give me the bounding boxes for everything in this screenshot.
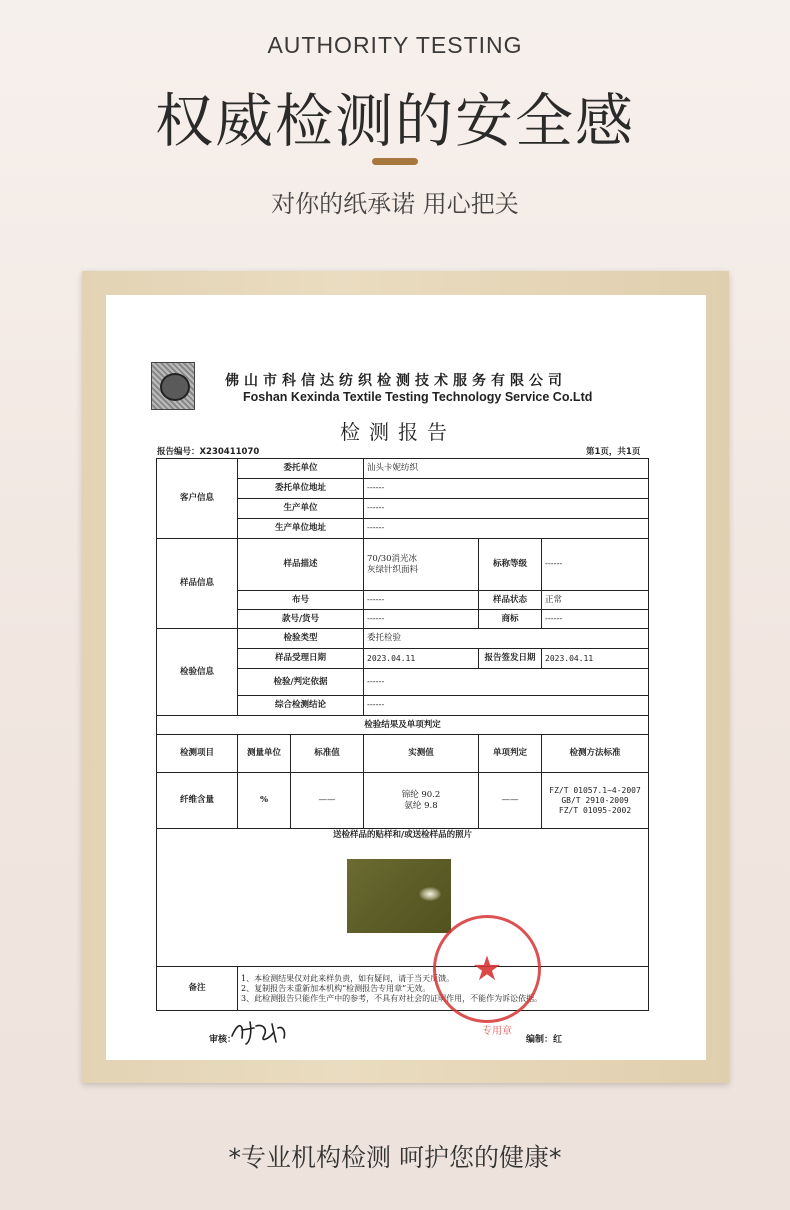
issued-date-label: 报告签发日期 (479, 649, 542, 669)
method-2: GB/T 2910-2009 (561, 795, 629, 805)
brand-label: 商标 (479, 610, 542, 629)
conclusion-label: 综合检测结论 (238, 696, 364, 716)
org-name-cn: 佛山市科信达纺织检测技术服务有限公司 (225, 373, 567, 389)
stamp-star-icon: ★ (471, 949, 503, 989)
col-header-item: 检测项目 (157, 735, 238, 773)
results-heading: 检验结果及单项判定 (157, 716, 649, 735)
table-row (157, 773, 649, 829)
style-no-value: ------ (364, 610, 479, 629)
client-value: 汕头卡妮纺织 (364, 459, 649, 479)
accent-divider (372, 158, 418, 165)
col-header-unit: 测量单位 (238, 735, 291, 773)
method-1: FZ/T 01057.1~4-2007 (549, 785, 641, 795)
client-label: 委托单位 (238, 459, 364, 479)
official-stamp (433, 915, 541, 1023)
producer-address-value: ------ (364, 519, 649, 539)
state-value: 正常 (542, 591, 649, 610)
client-address-value: ------ (364, 479, 649, 499)
org-name-en: Foshan Kexinda Textile Testing Technology Service Co.Ltd (243, 390, 593, 404)
sample-desc-line1: 70/30消光冰 (367, 553, 418, 564)
inspection-type-label: 检验类型 (238, 629, 364, 649)
auditor-label: 审核： (209, 1035, 237, 1045)
eyebrow-text: AUTHORITY TESTING (267, 32, 523, 58)
measured-nylon: 锦纶 90.2 (401, 789, 441, 800)
remarks-label: 备注 (157, 967, 238, 1011)
photo-cell (157, 829, 649, 967)
page-title: 权威检测的安全感 (154, 87, 635, 155)
conclusion-value: ------ (364, 696, 649, 716)
issued-date-value: 2023.04.11 (542, 649, 649, 669)
result-method (542, 773, 649, 829)
received-date-value: 2023.04.11 (364, 649, 479, 669)
measured-spandex: 氨纶 9.8 (404, 800, 438, 811)
basis-label: 检验/判定依据 (238, 669, 364, 696)
grade-label: 标称等级 (479, 539, 542, 591)
col-header-standard: 标准值 (291, 735, 364, 773)
col-header-judgement: 单项判定 (479, 735, 542, 773)
result-item: 纤维含量 (157, 773, 238, 829)
result-standard: —— (291, 773, 364, 829)
report-table (156, 458, 649, 1011)
cloth-no-value: ------ (364, 591, 479, 610)
editor-label: 编制：红 (526, 1035, 563, 1045)
page-subtitle: 对你的纸承诺 用心把关 (271, 190, 519, 218)
result-judgement: —— (479, 773, 542, 829)
style-no-label: 款号/货号 (238, 610, 364, 629)
inspection-section-label: 检验信息 (157, 629, 238, 716)
method-3: FZ/T 01095-2002 (558, 805, 632, 815)
report-title: 检测报告 (340, 420, 456, 444)
grade-value: ------ (542, 539, 649, 591)
auditor-signature (228, 1016, 290, 1046)
brand-value: ------ (542, 610, 649, 629)
col-header-measured: 实测值 (364, 735, 479, 773)
inspection-type-value: 委托检验 (364, 629, 649, 649)
remark-line-1: 1、本检测结果仅对此来样负责，如有疑问，请于当天反馈。 (241, 973, 455, 983)
sample-desc-value (364, 539, 479, 591)
sample-section-label: 样品信息 (157, 539, 238, 629)
sample-desc-label: 样品描述 (238, 539, 364, 591)
org-logo-icon (151, 362, 195, 410)
client-section-label: 客户信息 (157, 459, 238, 539)
col-header-method: 检测方法标准 (542, 735, 649, 773)
page-number: 第1页，共1页 (586, 447, 641, 457)
result-measured (364, 773, 479, 829)
result-unit: % (238, 773, 291, 829)
received-date-label: 样品受理日期 (238, 649, 364, 669)
remark-line-2: 2、复制报告未重新加本机构“检测报告专用章”无效。 (241, 983, 431, 993)
cloth-no-label: 布号 (238, 591, 364, 610)
fabric-swatch-glare (419, 887, 441, 901)
remark-line-3: 3、此检测报告只能作生产中的参考，不具有对社会的证明作用，不能作为诉讼依据。 (241, 993, 543, 1003)
client-address-label: 委托单位地址 (238, 479, 364, 499)
basis-value: ------ (364, 669, 649, 696)
stamp-text: 专用章 (482, 1026, 512, 1037)
producer-value: ------ (364, 499, 649, 519)
photo-heading: 送检样品的贴样和/或送检样品的照片 (332, 830, 473, 840)
report-number: 报告编号：X230411070 (157, 447, 260, 457)
producer-label: 生产单位 (238, 499, 364, 519)
producer-address-label: 生产单位地址 (238, 519, 364, 539)
state-label: 样品状态 (479, 591, 542, 610)
footer-tagline: *专业机构检测 呵护您的健康* (228, 1143, 562, 1172)
sample-desc-line2: 灰绿针织面料 (367, 564, 419, 575)
